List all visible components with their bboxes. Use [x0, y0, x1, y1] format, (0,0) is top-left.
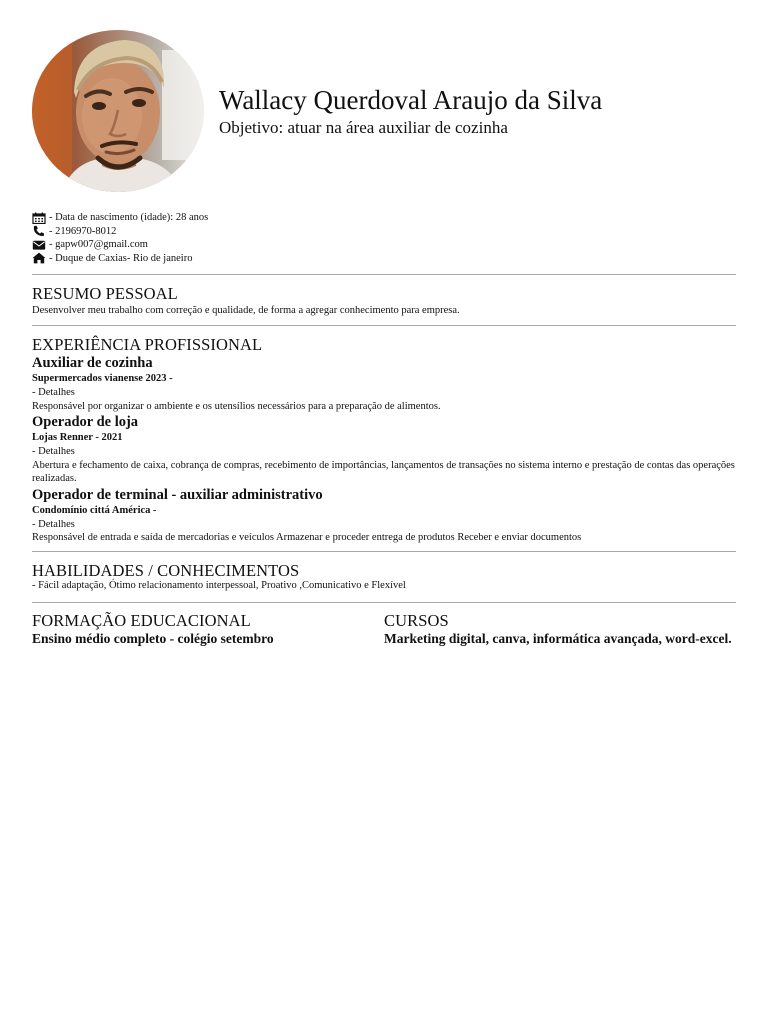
job-details-label: - Detalhes [32, 518, 75, 530]
objective-line: Objetivo: atuar na área auxiliar de cozinha [219, 118, 508, 137]
job-title: Operador de loja [32, 414, 139, 430]
divider [32, 325, 736, 326]
job-entry [32, 354, 736, 413]
cursos-heading: CURSOS [384, 611, 449, 630]
calendar-icon [32, 212, 46, 224]
profile-photo-illustration [32, 30, 204, 192]
job-company: Condomínio cittá América - [32, 504, 157, 516]
contact-address [32, 252, 208, 266]
job-company: Supermercados vianense 2023 - [32, 373, 173, 384]
job-title: Operador de terminal - auxiliar administrativo [32, 486, 323, 503]
job-description: Abertura e fechamento de caixa, cobrança de compras, recebimento de importâncias, lançamentos de transações no sistema interno e prestação de contas das operações realizadas. [32, 459, 735, 484]
contact-list [32, 211, 208, 265]
formacao-heading: FORMAÇÃO EDUCACIONAL [32, 611, 251, 630]
candidate-name: Wallacy Querdoval Araujo da Silva [219, 85, 603, 115]
habilidades-text: - Fácil adaptação, Ótimo relacionamento interpessoal, Proativo ,Comunicativo e Flexível [32, 580, 406, 591]
job-details-label: - Detalhes [32, 446, 75, 457]
phone-icon [32, 225, 46, 237]
divider [32, 602, 736, 603]
birth-text: - Data de nascimento (idade): 28 anos [49, 212, 209, 223]
formacao-text: Ensino médio completo - colégio setembro [32, 631, 274, 646]
experiencia-section [32, 335, 736, 545]
profile-photo [32, 30, 204, 192]
contact-email [32, 238, 208, 252]
habilidades-section [32, 561, 736, 593]
cursos-text: Marketing digital, canva, informática avançada, word-excel. [384, 631, 732, 646]
divider [32, 551, 736, 552]
contact-phone [32, 225, 208, 239]
job-details-label: - Detalhes [32, 387, 75, 398]
job-entry [32, 413, 736, 486]
resumo-text: Desenvolver meu trabalho com correção e qualidade, de forma a agregar conhecimento para empresa. [32, 305, 460, 316]
job-title: Auxiliar de cozinha [32, 355, 153, 371]
address-text: - Duque de Caxias- Rio de janeiro [49, 252, 193, 264]
resumo-section [32, 284, 736, 318]
formacao-section [32, 611, 372, 648]
job-company: Lojas Renner - 2021 [32, 432, 123, 443]
cursos-section [384, 611, 736, 648]
contact-birth [32, 211, 208, 225]
resumo-heading: RESUMO PESSOAL [32, 284, 178, 303]
home-icon [32, 252, 46, 264]
habilidades-heading: HABILIDADES / CONHECIMENTOS [32, 561, 300, 580]
envelope-icon [32, 239, 46, 251]
experiencia-heading: EXPERIÊNCIA PROFISSIONAL [32, 335, 263, 354]
job-description: Responsável de entrada e saída de mercadorias e veículos Armazenar e proceder entrega de produtos Receber e enviar documentos [32, 532, 582, 543]
job-description: Responsável por organizar o ambiente e os utensílios necessários para a preparação de alimentos. [32, 400, 441, 412]
job-entry [32, 486, 736, 545]
divider [32, 274, 736, 275]
phone-text[interactable]: - 2196970-8012 [49, 225, 117, 237]
email-text[interactable]: - gapw007@gmail.com [49, 239, 148, 250]
